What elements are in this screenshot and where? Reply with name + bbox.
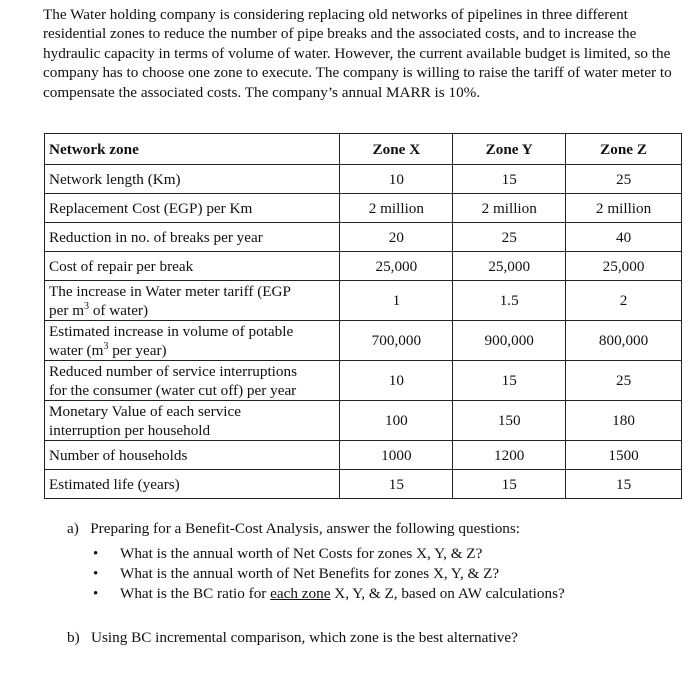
label-line: Reduced number of service interruptions [49,362,297,380]
question-a-text: Preparing for a Benefit-Cost Analysis, answer the following questions: [90,520,521,537]
intro-paragraph: The Water holding company is considering replacing old networks of pipelines in three different residential zones to reduce the number of pipe breaks and the associated costs, and to increase the hydraulic capacity in terms of volume of water. However, the current available budget is limited, so the company has to choose one zone to execute. The company is willing to raise the tariff of water meter to compensate the associated costs. The company’s annual MARR is 10%. [43,6,672,101]
row-label-households: Number of households [45,441,340,470]
cell-zone-x: 1000 [340,441,453,470]
cell-zone-x: 1 [340,281,453,321]
row-label-replacement-cost: Replacement Cost (EGP) per Km [45,194,340,223]
table-row [45,321,682,361]
underlined-each-zone: each zone [270,585,331,602]
list-item: • What is the annual worth of Net Costs for zones X, Y, & Z? [93,544,565,564]
cell-zone-x: 700,000 [340,321,453,361]
question-a-marker: a) [67,520,79,537]
label-line: for the consumer (water cut off) per year [49,381,297,399]
cell-zone-x: 100 [340,401,453,441]
cell-zone-y: 25,000 [453,252,566,281]
table-row [45,194,682,223]
table-row [45,252,682,281]
row-label-reduction-breaks: Reduction in no. of breaks per year [45,223,340,252]
table-row [45,223,682,252]
table-row [45,401,682,441]
header-zone-z: Zone Z [566,134,682,165]
bullet-text: What is the BC ratio for [120,585,271,602]
cell-zone-y: 1.5 [453,281,566,321]
row-label-network-length: Network length (Km) [45,165,340,194]
row-label-tariff-increase [45,281,340,321]
cell-zone-x: 10 [340,361,453,401]
cell-zone-x: 15 [340,470,453,499]
table-row [45,441,682,470]
question-b-marker: b) [67,629,80,646]
list-item: • What is the annual worth of Net Benefits for zones X, Y, & Z? [93,564,565,584]
row-label-repair-cost: Cost of repair per break [45,252,340,281]
cell-zone-z: 15 [566,470,682,499]
cell-zone-y: 25 [453,223,566,252]
label-line: per m [49,301,85,319]
question-b [67,628,518,648]
row-label-volume-increase [45,321,340,361]
cell-zone-z: 1500 [566,441,682,470]
header-zone-y: Zone Y [453,134,566,165]
cell-zone-y: 900,000 [453,321,566,361]
cell-zone-z: 25 [566,361,682,401]
table-row [45,361,682,401]
row-label-monetary-value [45,401,340,441]
question-a-bullets [93,544,565,604]
cell-zone-y: 15 [453,470,566,499]
network-zone-table [44,133,682,499]
label-line: water (m [49,341,104,359]
label-line: Monetary Value of each service [49,402,242,420]
label-line: of water) [89,301,149,319]
table-row [45,165,682,194]
cell-zone-z: 40 [566,223,682,252]
row-label-estimated-life: Estimated life (years) [45,470,340,499]
cell-zone-y: 2 million [453,194,566,223]
table-row [45,281,682,321]
cell-zone-z: 180 [566,401,682,441]
label-line: per year) [108,341,167,359]
question-a [67,519,565,604]
table-row [45,470,682,499]
bullet-text: X, Y, & Z, based on AW calculations? [330,585,565,602]
cell-zone-x: 2 million [340,194,453,223]
superscript: 3 [103,340,109,352]
list-item [93,584,565,604]
cell-zone-z: 25,000 [566,252,682,281]
cell-zone-z: 25 [566,165,682,194]
row-label-service-interruptions [45,361,340,401]
cell-zone-y: 1200 [453,441,566,470]
cell-zone-z: 2 million [566,194,682,223]
header-zone-x: Zone X [340,134,453,165]
superscript: 3 [84,300,90,312]
cell-zone-y: 150 [453,401,566,441]
label-line: The increase in Water meter tariff (EGP [49,282,291,300]
cell-zone-y: 15 [453,361,566,401]
cell-zone-x: 20 [340,223,453,252]
cell-zone-z: 800,000 [566,321,682,361]
question-a-line [67,519,565,539]
table-header-row [45,134,682,165]
question-b-text: Using BC incremental comparison, which zone is the best alternative? [91,629,518,646]
header-network-zone: Network zone [45,134,340,165]
cell-zone-x: 10 [340,165,453,194]
cell-zone-y: 15 [453,165,566,194]
label-line: interruption per household [49,421,211,439]
cell-zone-x: 25,000 [340,252,453,281]
label-line: Estimated increase in volume of potable [49,322,294,340]
cell-zone-z: 2 [566,281,682,321]
